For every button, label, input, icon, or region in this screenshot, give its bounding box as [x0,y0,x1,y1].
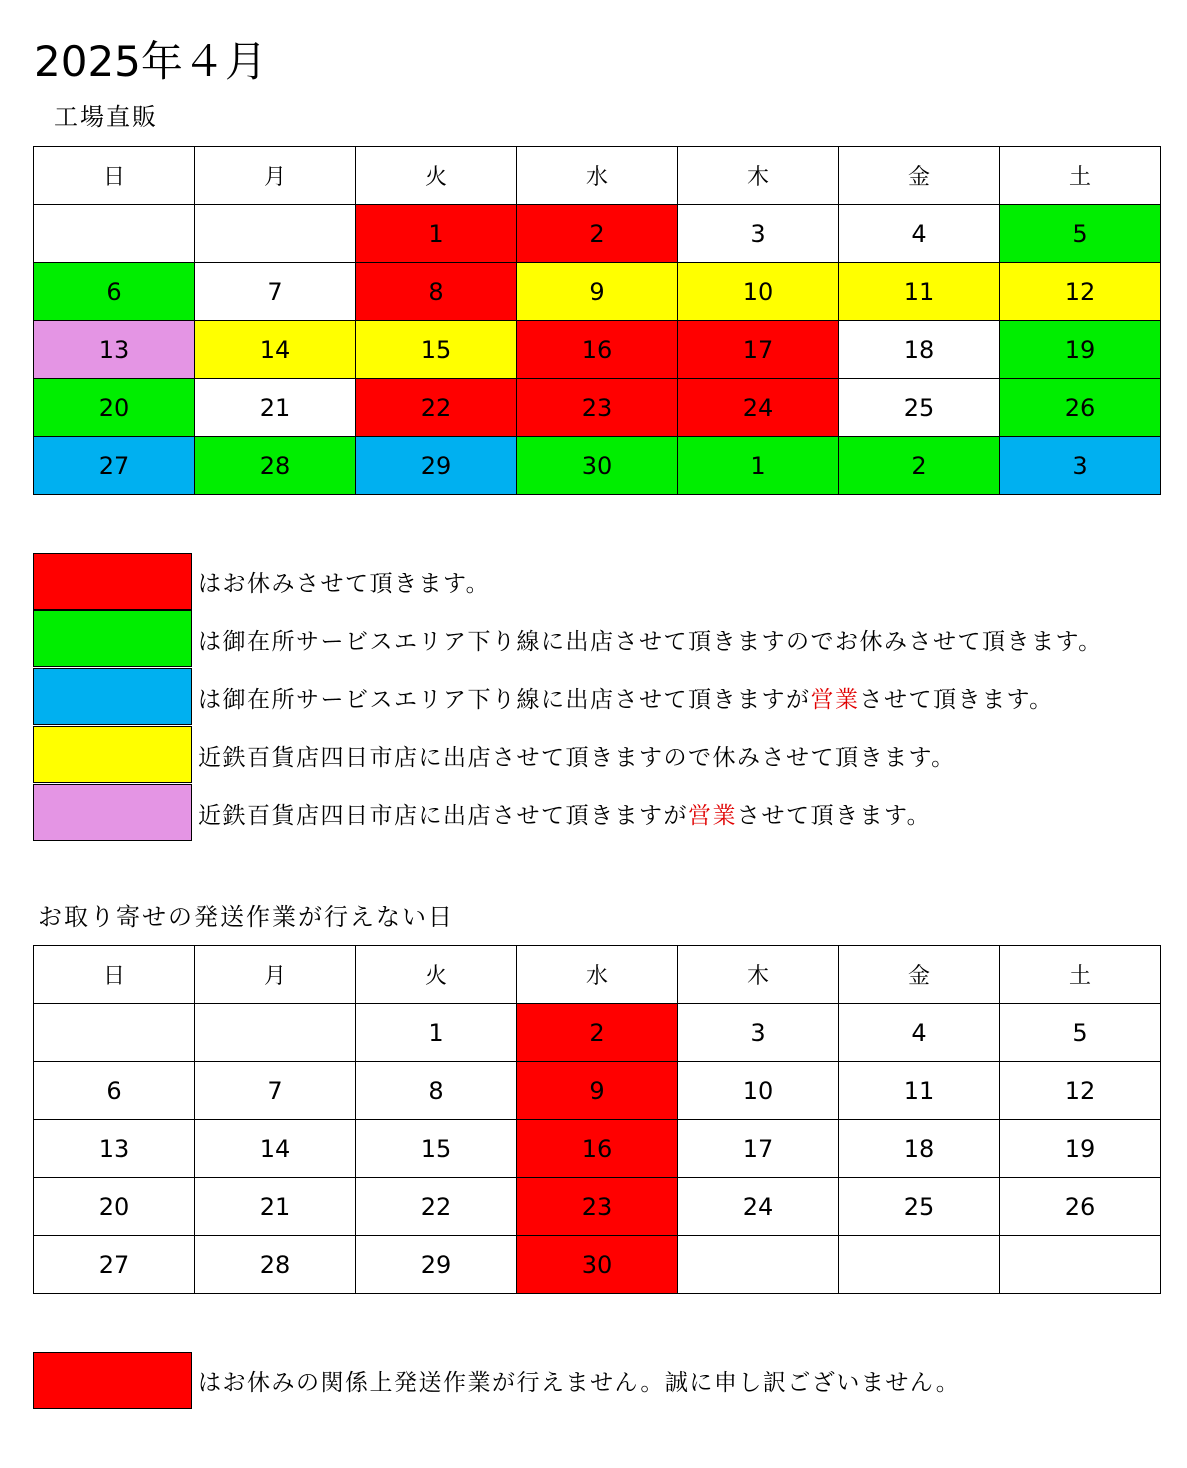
legend-item [33,784,1103,842]
calendar-empty-cell [195,1004,356,1062]
calendar-day-cell: 16 [517,1120,678,1178]
calendar-week-row [34,1120,1161,1178]
calendar-week-row [34,437,1161,495]
weekday-mon: 月 [195,147,356,205]
calendar-day-cell: 29 [356,1236,517,1294]
legend-text [198,565,490,598]
legend-item [33,1351,960,1409]
calendar-day-cell: 2 [517,1004,678,1062]
weekday-fri: 金 [839,946,1000,1004]
calendar-week-row [34,1062,1161,1120]
weekday-sat: 土 [1000,147,1161,205]
calendar-empty-cell [839,1236,1000,1294]
weekday-sat: 土 [1000,946,1161,1004]
legend-text [198,797,931,830]
weekday-header-row [34,147,1161,205]
legend-text-tail: させて頂きます。 [737,802,932,829]
calendar-day-cell: 2 [517,205,678,263]
calendar-day-cell: 9 [517,1062,678,1120]
calendar-day-cell: 24 [678,1178,839,1236]
legend-text-tail: させて頂きます。 [859,686,1054,713]
legend-color-swatch [33,610,192,667]
calendar-day-cell: 4 [839,205,1000,263]
calendar-day-cell: 16 [517,321,678,379]
calendar-day-cell: 19 [1000,321,1161,379]
calendar-day-cell: 2 [839,437,1000,495]
calendar-week-row [34,1178,1161,1236]
legend-text-main: 近鉄百貨店四日市店に出店させて頂きますので休みさせて頂きます。 [198,744,956,771]
weekday-tue: 火 [356,946,517,1004]
calendar-day-cell: 22 [356,379,517,437]
calendar-day-cell: 18 [839,1120,1000,1178]
legend-color-swatch [33,1352,192,1409]
calendar-day-cell: 1 [356,205,517,263]
weekday-header-row [34,946,1161,1004]
calendar-day-cell: 23 [517,379,678,437]
legend-text [198,1364,960,1397]
calendar-day-cell: 8 [356,1062,517,1120]
calendar-day-cell: 14 [195,1120,356,1178]
legend-text-main: は御在所サービスエリア下り線に出店させて頂きますのでお休みさせて頂きます。 [198,628,1103,655]
calendar-day-cell: 8 [356,263,517,321]
weekday-thu: 木 [678,147,839,205]
calendar-day-cell: 4 [839,1004,1000,1062]
legend-text-main: 近鉄百貨店四日市店に出店させて頂きますが [198,802,688,829]
calendar-day-cell: 15 [356,321,517,379]
calendar-day-cell: 19 [1000,1120,1161,1178]
calendar-week-row [34,205,1161,263]
calendar-day-cell: 18 [839,321,1000,379]
shipping-legend [33,1351,960,1409]
weekday-wed: 水 [517,147,678,205]
calendar-day-cell: 15 [356,1120,517,1178]
legend-text-main: はお休みさせて頂きます。 [198,570,491,597]
legend-text-main: は御在所サービスエリア下り線に出店させて頂きますが [198,686,811,713]
weekday-thu: 木 [678,946,839,1004]
calendar-day-cell: 5 [1000,205,1161,263]
calendar-day-cell: 9 [517,263,678,321]
legend-item [33,552,1103,610]
page-title: 2025年４月 [34,37,267,86]
legend-color-swatch [33,784,192,841]
calendar-day-cell: 17 [678,321,839,379]
calendar-week-row [34,321,1161,379]
calendar-day-cell: 20 [34,1178,195,1236]
calendar-day-cell: 25 [839,1178,1000,1236]
calendar-day-cell: 28 [195,1236,356,1294]
weekday-mon: 月 [195,946,356,1004]
shipping-calendar [33,945,1161,1294]
factory-sales-calendar [33,146,1161,495]
factory-sales-legend [33,552,1103,842]
legend-item [33,726,1103,784]
calendar-day-cell: 12 [1000,1062,1161,1120]
calendar-day-cell: 21 [195,379,356,437]
calendar-day-cell: 17 [678,1120,839,1178]
calendar-day-cell: 28 [195,437,356,495]
calendar-day-cell: 13 [34,1120,195,1178]
legend-item [33,610,1103,668]
legend-text [198,623,1103,656]
calendar-day-cell: 14 [195,321,356,379]
calendar-day-cell: 26 [1000,379,1161,437]
calendar-day-cell: 6 [34,1062,195,1120]
calendar-week-row [34,1236,1161,1294]
shipping-heading: お取り寄せの発送作業が行えない日 [38,903,454,931]
legend-text-highlight: 営業 [810,686,860,713]
legend-color-swatch [33,726,192,783]
factory-sales-heading: 工場直販 [54,103,158,131]
calendar-day-cell: 11 [839,1062,1000,1120]
legend-text [198,681,1054,714]
calendar-day-cell: 29 [356,437,517,495]
calendar-day-cell: 10 [678,263,839,321]
legend-color-swatch [33,668,192,725]
calendar-day-cell: 12 [1000,263,1161,321]
calendar-day-cell: 25 [839,379,1000,437]
calendar-week-row [34,263,1161,321]
calendar-day-cell: 3 [678,1004,839,1062]
calendar-week-row [34,1004,1161,1062]
calendar-day-cell: 1 [678,437,839,495]
calendar-day-cell: 6 [34,263,195,321]
calendar-day-cell: 23 [517,1178,678,1236]
calendar-empty-cell [34,205,195,263]
calendar-day-cell: 21 [195,1178,356,1236]
calendar-day-cell: 30 [517,1236,678,1294]
calendar-empty-cell [1000,1236,1161,1294]
calendar-day-cell: 11 [839,263,1000,321]
legend-item [33,668,1103,726]
calendar-day-cell: 22 [356,1178,517,1236]
calendar-day-cell: 30 [517,437,678,495]
calendar-day-cell: 10 [678,1062,839,1120]
calendar-day-cell: 3 [678,205,839,263]
calendar-empty-cell [678,1236,839,1294]
calendar-day-cell: 7 [195,1062,356,1120]
calendar-week-row [34,379,1161,437]
legend-text [198,739,956,772]
calendar-day-cell: 13 [34,321,195,379]
calendar-empty-cell [34,1004,195,1062]
weekday-fri: 金 [839,147,1000,205]
calendar-day-cell: 20 [34,379,195,437]
legend-color-swatch [33,553,192,610]
calendar-day-cell: 3 [1000,437,1161,495]
calendar-day-cell: 24 [678,379,839,437]
legend-text-main: はお休みの関係上発送作業が行えません。誠に申し訳ございません。 [198,1369,961,1396]
calendar-day-cell: 27 [34,1236,195,1294]
calendar-day-cell: 27 [34,437,195,495]
calendar-day-cell: 7 [195,263,356,321]
calendar-empty-cell [195,205,356,263]
weekday-wed: 水 [517,946,678,1004]
legend-text-highlight: 営業 [688,802,737,829]
weekday-sun: 日 [34,147,195,205]
calendar-day-cell: 1 [356,1004,517,1062]
calendar-day-cell: 5 [1000,1004,1161,1062]
weekday-sun: 日 [34,946,195,1004]
calendar-day-cell: 26 [1000,1178,1161,1236]
weekday-tue: 火 [356,147,517,205]
